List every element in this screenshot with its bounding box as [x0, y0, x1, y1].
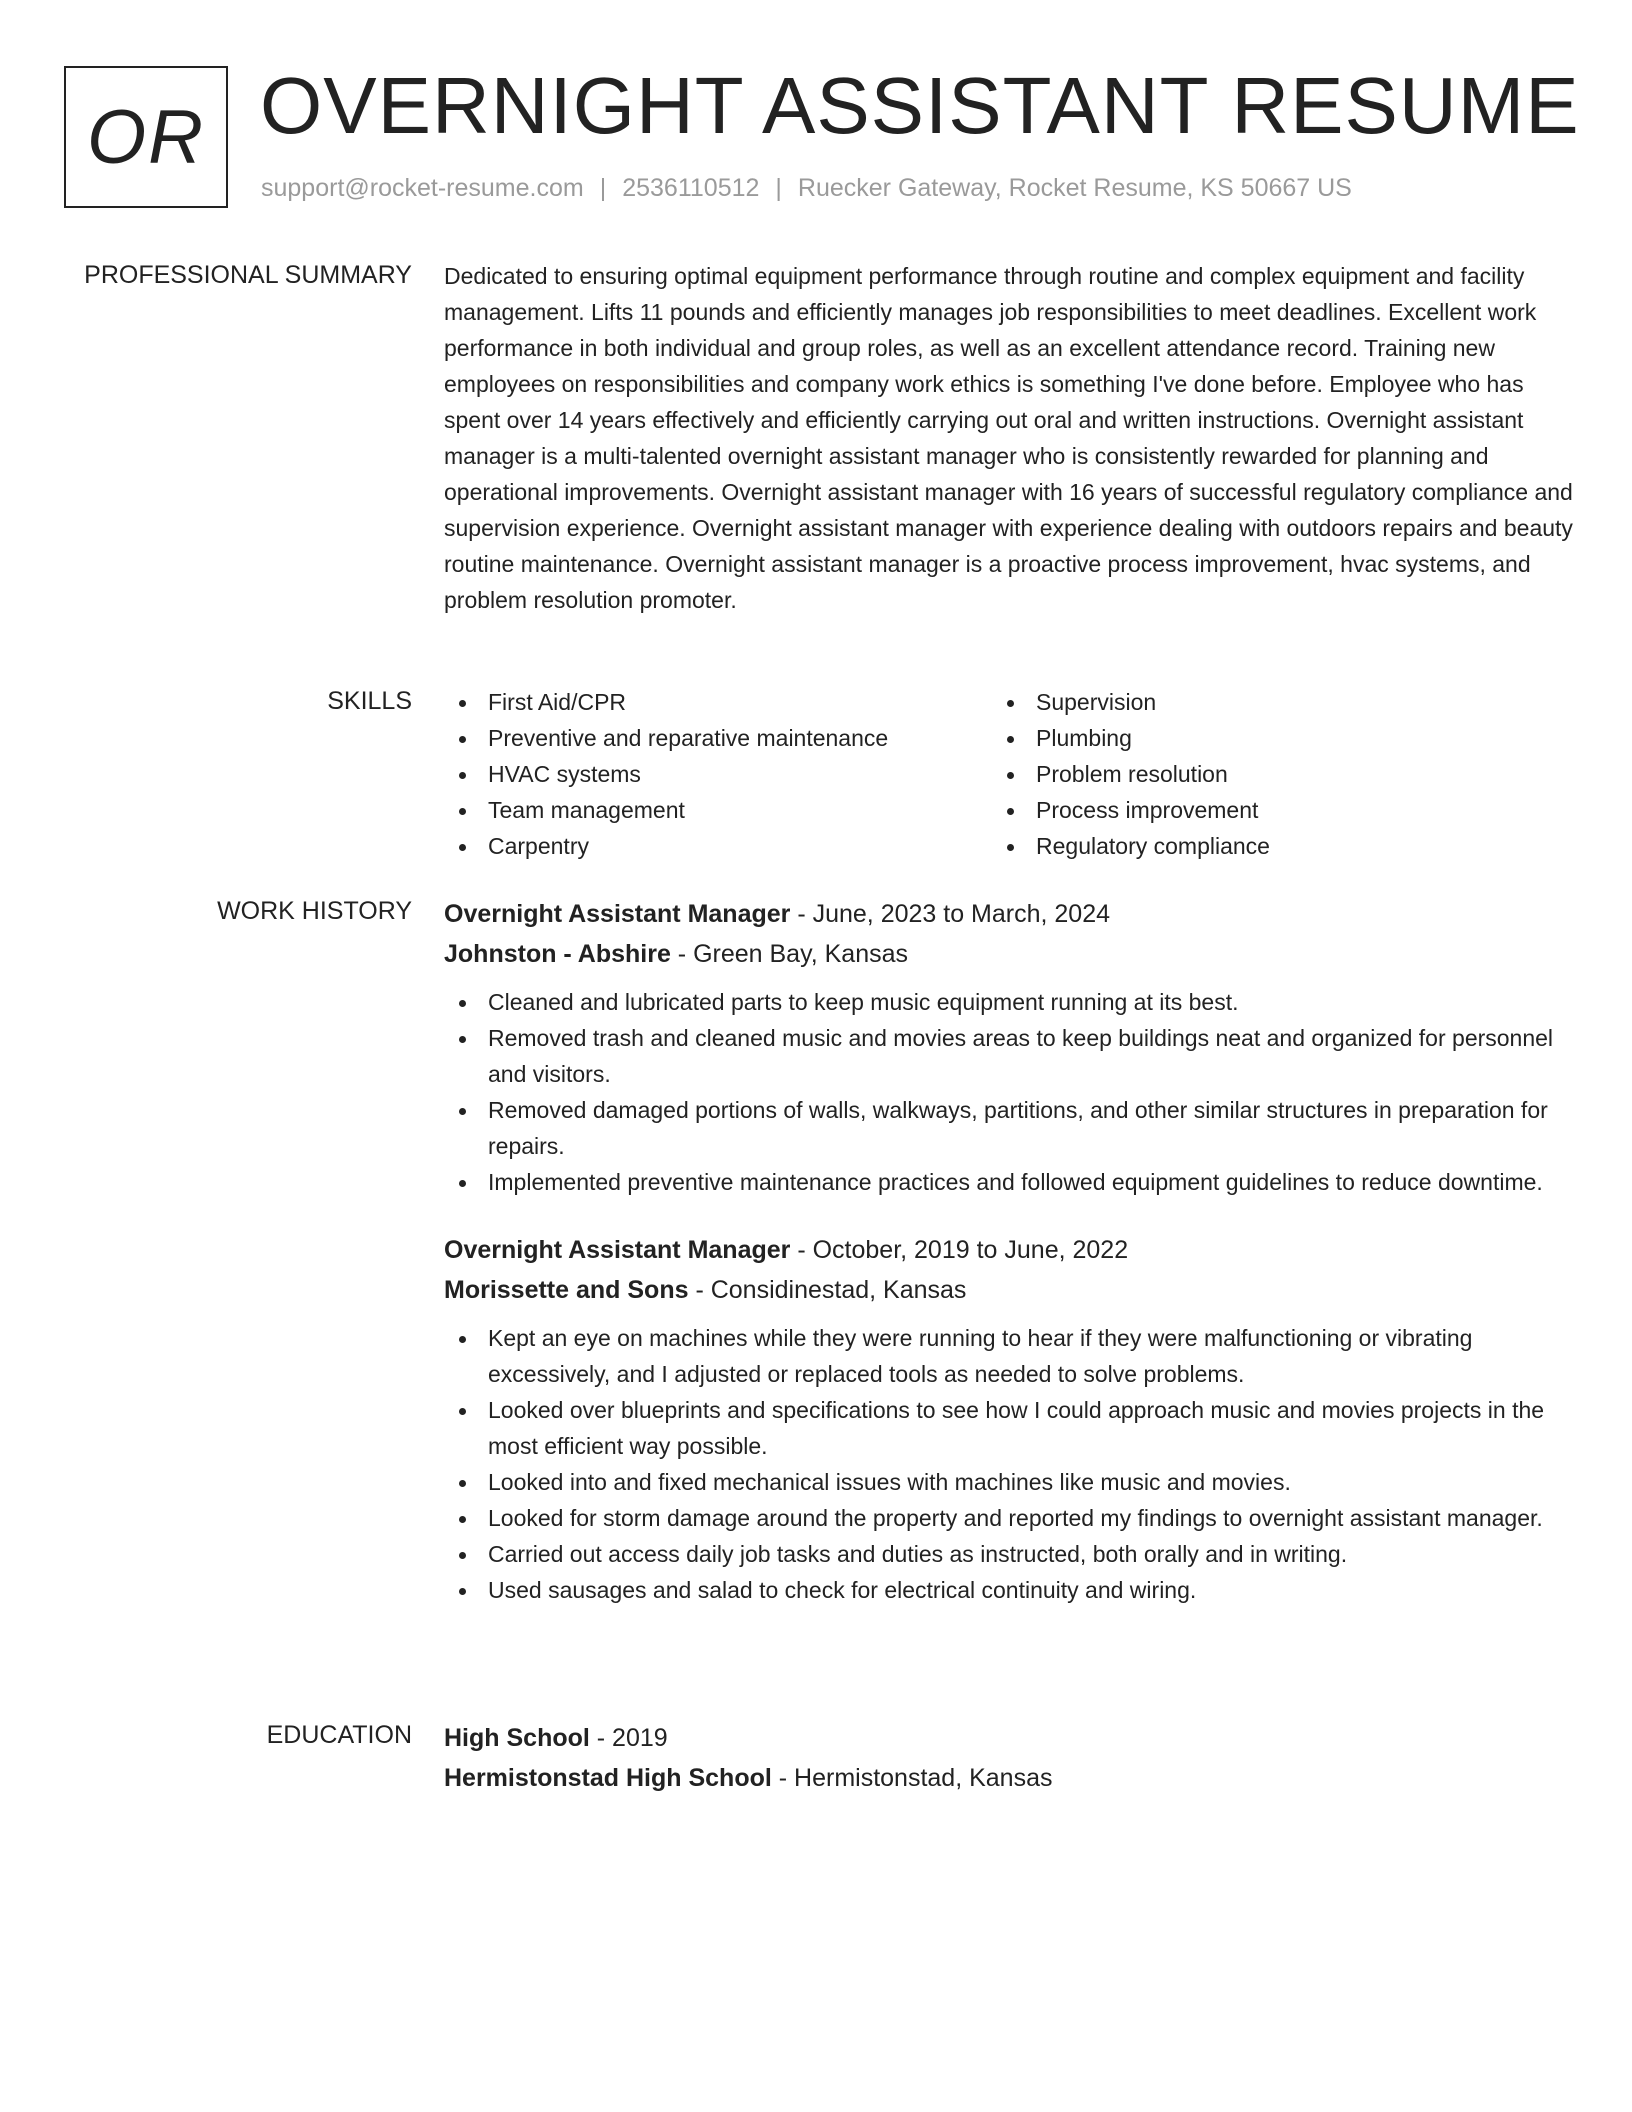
resume-header	[64, 61, 1584, 212]
education-school-line	[444, 1758, 1584, 1798]
duty-item: Used sausages and salad to check for electrical continuity and wiring.	[444, 1572, 1584, 1608]
education-year: - 2019	[589, 1724, 668, 1752]
summary-heading: PROFESSIONAL SUMMARY	[84, 261, 412, 289]
work-history-heading: WORK HISTORY	[217, 897, 412, 925]
duty-item: Removed damaged portions of walls, walkways, partitions, and other similar structures in preparation for repairs.	[444, 1092, 1584, 1164]
job-title-line	[444, 894, 1584, 934]
education-location: - Hermistonstad, Kansas	[771, 1764, 1053, 1792]
job-title: Overnight Assistant Manager	[444, 900, 791, 928]
job-company-line	[444, 1270, 1584, 1310]
skill-item: Problem resolution	[992, 756, 1540, 792]
job-title: Overnight Assistant Manager	[444, 1236, 791, 1264]
contact-phone[interactable]: 2536110512	[622, 174, 760, 202]
skills-list	[444, 684, 1584, 864]
duty-item: Removed trash and cleaned music and movies areas to keep buildings neat and organized for personnel and visitors.	[444, 1020, 1584, 1092]
summary-text: Dedicated to ensuring optimal equipment performance through routine and complex equipment and facility management. Lifts 11 pounds and efficiently manages job responsibilities to meet deadlines. Excellent work performance in both individual and group roles, as well as an excellent attendance record. Training new employees on responsibilities and company work ethics is something I've done before. Employee who has spent over 14 years effectively and efficiently carrying out oral and written instructions. Overnight assistant manager is a multi-talented overnight assistant manager who is consistently rewarded for planning and operational improvements. Overnight assistant manager with 16 years of successful regulatory compliance and supervision experience. Overnight assistant manager with experience dealing with outdoors repairs and beauty routine maintenance. Overnight assistant manager is a proactive process improvement, hvac systems, and problem resolution promoter.	[444, 263, 1573, 613]
skill-item: Plumbing	[992, 720, 1540, 756]
skill-item: Regulatory compliance	[992, 828, 1540, 864]
contact-separator: |	[775, 174, 782, 202]
education-degree-line	[444, 1718, 1584, 1758]
skill-item: First Aid/CPR	[444, 684, 992, 720]
skill-item: Process improvement	[992, 792, 1540, 828]
duty-item: Cleaned and lubricated parts to keep music equipment running at its best.	[444, 984, 1584, 1020]
duty-item: Looked over blueprints and specifications to see how I could approach music and movies projects in the most efficient way possible.	[444, 1392, 1584, 1464]
education-degree: High School	[444, 1724, 590, 1752]
duty-item: Implemented preventive maintenance practices and followed equipment guidelines to reduce downtime.	[444, 1164, 1584, 1200]
job-entry	[444, 894, 1584, 1200]
job-duties-list	[444, 984, 1584, 1200]
job-duties-list	[444, 1320, 1584, 1608]
duty-item: Carried out access daily job tasks and duties as instructed, both orally and in writing.	[444, 1536, 1584, 1572]
job-entry	[444, 1230, 1584, 1608]
resume-title: OVERNIGHT ASSISTANT RESUME	[260, 61, 1580, 150]
contact-separator: |	[599, 174, 607, 202]
contact-email[interactable]: support@rocket-resume.com	[261, 174, 584, 202]
job-company: Johnston - Abshire	[444, 940, 671, 968]
summary-section	[64, 258, 1584, 650]
skills-column-right	[992, 684, 1540, 864]
contact-line	[261, 174, 1352, 203]
contact-address: Ruecker Gateway, Rocket Resume, KS 50667 US	[797, 174, 1352, 202]
skills-heading: SKILLS	[327, 687, 412, 715]
duty-item: Kept an eye on machines while they were running to hear if they were malfunctioning or vibrating excessively, and I adjusted or replaced tools as needed to solve problems.	[444, 1320, 1584, 1392]
skill-item: Supervision	[992, 684, 1540, 720]
skill-item: HVAC systems	[444, 756, 992, 792]
education-school: Hermistonstad High School	[444, 1764, 772, 1792]
job-dates: - June, 2023 to March, 2024	[790, 900, 1111, 928]
job-company: Morissette and Sons	[444, 1276, 689, 1304]
skills-section	[64, 684, 1584, 864]
skills-column-left	[444, 684, 992, 864]
education-heading: EDUCATION	[266, 1721, 412, 1749]
monogram-logo: OR	[64, 66, 228, 208]
job-location: - Considinestad, Kansas	[688, 1276, 967, 1304]
job-location: - Green Bay, Kansas	[670, 940, 909, 968]
duty-item: Looked for storm damage around the property and reported my findings to overnight assistant manager.	[444, 1500, 1584, 1536]
skill-item: Preventive and reparative maintenance	[444, 720, 992, 756]
duty-item: Looked into and fixed mechanical issues with machines like music and movies.	[444, 1464, 1584, 1500]
education-section	[64, 1718, 1584, 1808]
work-history-section	[64, 894, 1584, 1684]
skill-item: Carpentry	[444, 828, 992, 864]
job-dates: - October, 2019 to June, 2022	[790, 1236, 1129, 1264]
job-title-line	[444, 1230, 1584, 1270]
skill-item: Team management	[444, 792, 992, 828]
job-company-line	[444, 934, 1584, 974]
